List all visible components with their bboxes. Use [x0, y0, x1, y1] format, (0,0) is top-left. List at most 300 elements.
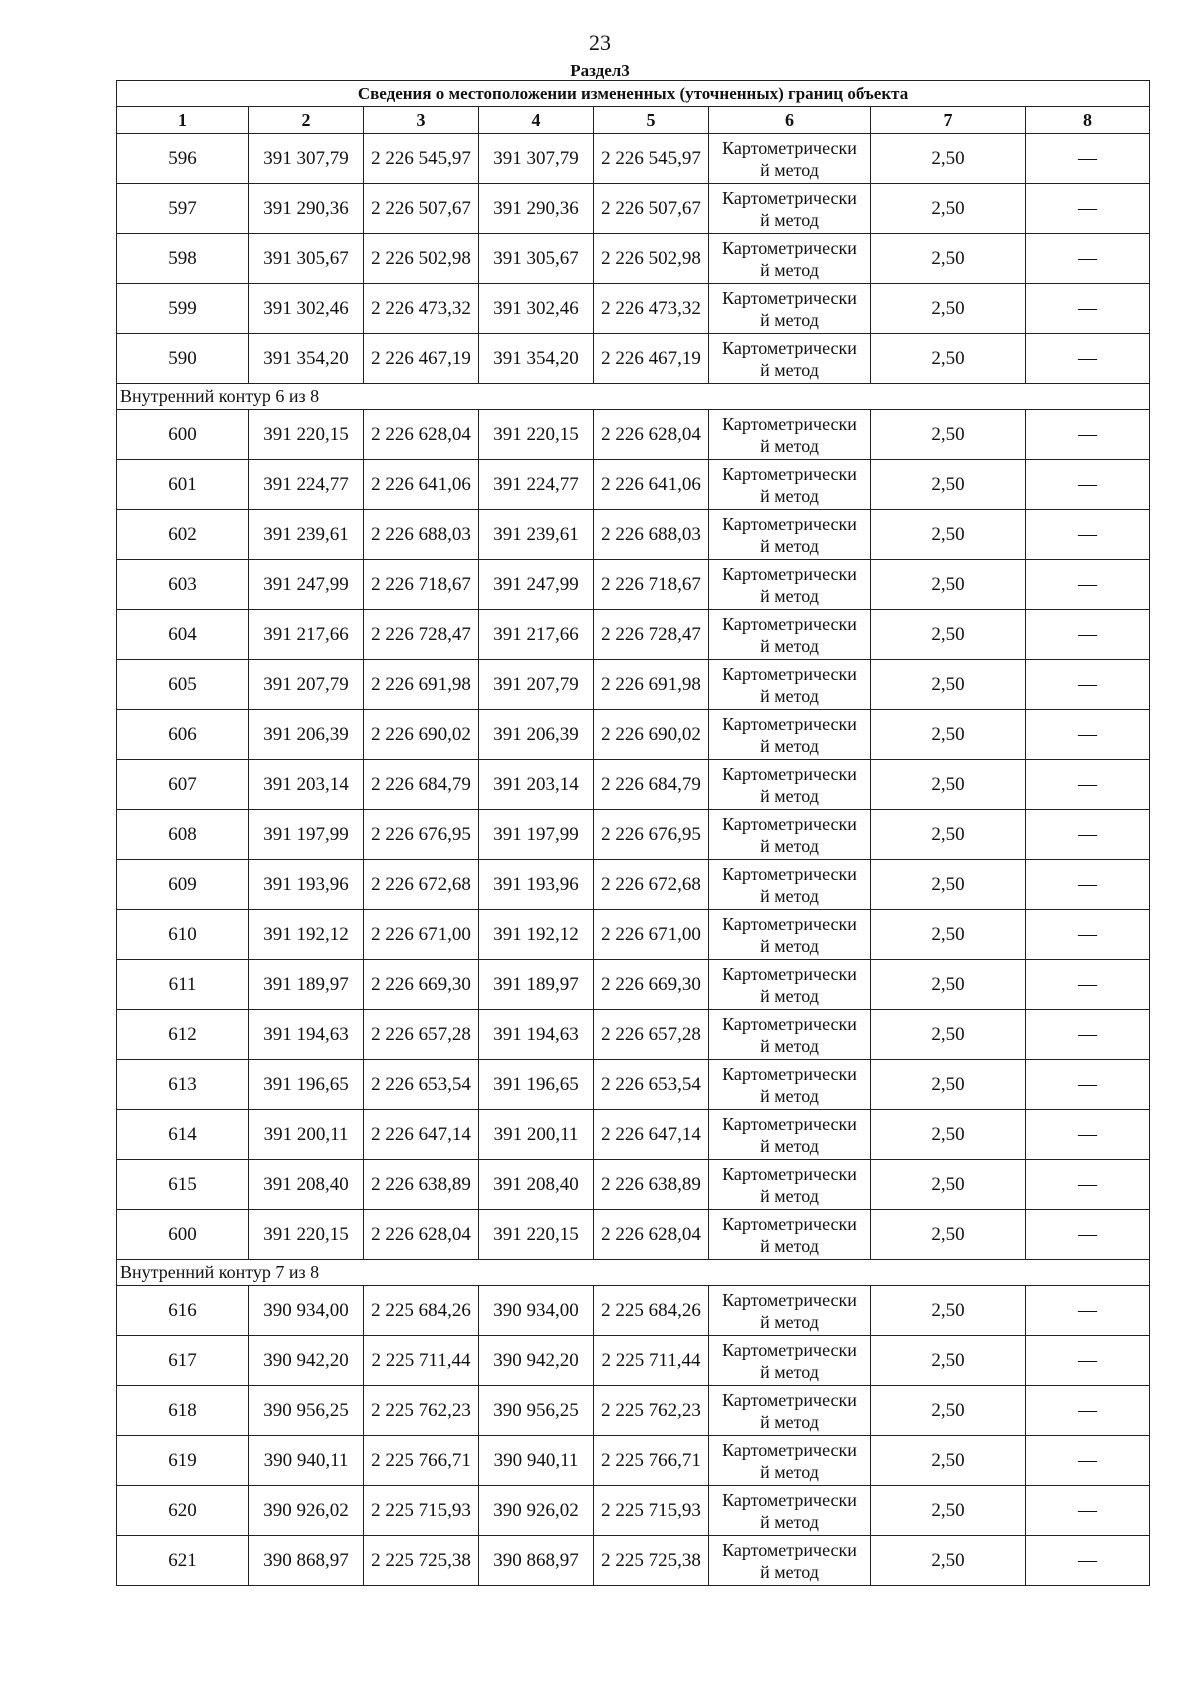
method-text-line1: Картометрически [722, 513, 857, 534]
description-cell: — [1026, 660, 1150, 710]
y-new-cell: 2 226 467,19 [594, 334, 709, 384]
table-row [117, 860, 1150, 910]
method-text-line1: Картометрически [722, 337, 857, 358]
method-text-line2: й метод [760, 1311, 819, 1332]
x-old-cell: 391 217,66 [249, 610, 364, 660]
y-old-cell: 2 226 672,68 [364, 860, 479, 910]
y-old-cell: 2 226 628,04 [364, 1210, 479, 1260]
description-cell: — [1026, 1386, 1150, 1436]
x-old-cell: 391 302,46 [249, 284, 364, 334]
method-text-line2: й метод [760, 1561, 819, 1582]
table-row [117, 510, 1150, 560]
method-text-line2: й метод [760, 359, 819, 380]
x-old-cell: 391 208,40 [249, 1160, 364, 1210]
x-new-cell: 391 197,99 [479, 810, 594, 860]
point-number-cell: 608 [117, 810, 249, 860]
contour-header-row [117, 1260, 1150, 1286]
method-text-line1: Картометрически [722, 413, 857, 434]
y-old-cell: 2 226 628,04 [364, 410, 479, 460]
y-old-cell: 2 226 545,97 [364, 134, 479, 184]
point-number-cell: 617 [117, 1336, 249, 1386]
point-number-cell: 600 [117, 410, 249, 460]
y-old-cell: 2 225 711,44 [364, 1336, 479, 1386]
point-number-cell: 604 [117, 610, 249, 660]
x-old-cell: 391 193,96 [249, 860, 364, 910]
point-number-cell: 607 [117, 760, 249, 810]
description-cell: — [1026, 1210, 1150, 1260]
method-cell [709, 1210, 871, 1260]
description-cell: — [1026, 284, 1150, 334]
method-cell [709, 710, 871, 760]
description-cell: — [1026, 1060, 1150, 1110]
accuracy-cell: 2,50 [871, 710, 1026, 760]
method-text-line2: й метод [760, 935, 819, 956]
method-text-line2: й метод [760, 885, 819, 906]
y-new-cell: 2 225 762,23 [594, 1386, 709, 1436]
point-number-cell: 599 [117, 284, 249, 334]
x-new-cell: 391 194,63 [479, 1010, 594, 1060]
x-old-cell: 391 220,15 [249, 1210, 364, 1260]
x-new-cell: 391 208,40 [479, 1160, 594, 1210]
x-old-cell: 391 290,36 [249, 184, 364, 234]
method-text-line1: Картометрически [722, 663, 857, 684]
boundary-coordinates-table [116, 80, 1150, 1586]
x-new-cell: 391 354,20 [479, 334, 594, 384]
description-cell: — [1026, 1536, 1150, 1586]
accuracy-cell: 2,50 [871, 1210, 1026, 1260]
y-old-cell: 2 225 684,26 [364, 1286, 479, 1336]
x-new-cell: 391 224,77 [479, 460, 594, 510]
method-text-line2: й метод [760, 1461, 819, 1482]
method-text-line1: Картометрически [722, 763, 857, 784]
method-text-line1: Картометрически [722, 187, 857, 208]
point-number-cell: 598 [117, 234, 249, 284]
method-text-line1: Картометрически [722, 563, 857, 584]
method-cell [709, 134, 871, 184]
method-text-line1: Картометрически [722, 1539, 857, 1560]
y-new-cell: 2 226 653,54 [594, 1060, 709, 1110]
x-new-cell: 391 247,99 [479, 560, 594, 610]
description-cell: — [1026, 1110, 1150, 1160]
x-old-cell: 391 196,65 [249, 1060, 364, 1110]
method-cell [709, 510, 871, 560]
x-old-cell: 390 934,00 [249, 1286, 364, 1336]
table-row [117, 284, 1150, 334]
method-text-line2: й метод [760, 1135, 819, 1156]
x-new-cell: 391 302,46 [479, 284, 594, 334]
y-old-cell: 2 226 653,54 [364, 1060, 479, 1110]
description-cell: — [1026, 1436, 1150, 1486]
y-old-cell: 2 226 507,67 [364, 184, 479, 234]
y-new-cell: 2 226 691,98 [594, 660, 709, 710]
table-row [117, 560, 1150, 610]
x-new-cell: 391 305,67 [479, 234, 594, 284]
x-new-cell: 390 940,11 [479, 1436, 594, 1486]
accuracy-cell: 2,50 [871, 1486, 1026, 1536]
table-caption-row [117, 81, 1150, 107]
table-row [117, 1386, 1150, 1436]
x-new-cell: 391 239,61 [479, 510, 594, 560]
x-old-cell: 391 307,79 [249, 134, 364, 184]
x-old-cell: 391 203,14 [249, 760, 364, 810]
description-cell: — [1026, 710, 1150, 760]
table-row [117, 1336, 1150, 1386]
method-cell [709, 660, 871, 710]
point-number-cell: 618 [117, 1386, 249, 1436]
y-new-cell: 2 226 628,04 [594, 410, 709, 460]
point-number-cell: 613 [117, 1060, 249, 1110]
y-old-cell: 2 226 657,28 [364, 1010, 479, 1060]
description-cell: — [1026, 1010, 1150, 1060]
method-text-line1: Картометрически [722, 1163, 857, 1184]
y-new-cell: 2 226 672,68 [594, 860, 709, 910]
x-new-cell: 390 942,20 [479, 1336, 594, 1386]
table-row [117, 1010, 1150, 1060]
point-number-cell: 614 [117, 1110, 249, 1160]
method-text-line2: й метод [760, 485, 819, 506]
point-number-cell: 619 [117, 1436, 249, 1486]
y-new-cell: 2 226 507,67 [594, 184, 709, 234]
description-cell: — [1026, 760, 1150, 810]
x-new-cell: 391 203,14 [479, 760, 594, 810]
y-old-cell: 2 226 691,98 [364, 660, 479, 710]
x-old-cell: 391 247,99 [249, 560, 364, 610]
x-old-cell: 391 220,15 [249, 410, 364, 460]
table-row [117, 1210, 1150, 1260]
method-text-line2: й метод [760, 1185, 819, 1206]
y-new-cell: 2 225 711,44 [594, 1336, 709, 1386]
table-row [117, 1436, 1150, 1486]
method-text-line1: Картометрически [722, 237, 857, 258]
method-text-line2: й метод [760, 585, 819, 606]
method-text-line1: Картометрически [722, 1489, 857, 1510]
y-old-cell: 2 225 715,93 [364, 1486, 479, 1536]
accuracy-cell: 2,50 [871, 134, 1026, 184]
method-text-line2: й метод [760, 785, 819, 806]
x-new-cell: 391 193,96 [479, 860, 594, 910]
x-new-cell: 391 220,15 [479, 410, 594, 460]
accuracy-cell: 2,50 [871, 760, 1026, 810]
x-old-cell: 390 956,25 [249, 1386, 364, 1436]
description-cell: — [1026, 134, 1150, 184]
accuracy-cell: 2,50 [871, 1436, 1026, 1486]
description-cell: — [1026, 234, 1150, 284]
method-cell [709, 234, 871, 284]
method-text-line2: й метод [760, 159, 819, 180]
x-new-cell: 391 290,36 [479, 184, 594, 234]
description-cell: — [1026, 860, 1150, 910]
x-old-cell: 390 942,20 [249, 1336, 364, 1386]
x-new-cell: 391 206,39 [479, 710, 594, 760]
accuracy-cell: 2,50 [871, 1536, 1026, 1586]
point-number-cell: 611 [117, 960, 249, 1010]
method-cell [709, 1436, 871, 1486]
accuracy-cell: 2,50 [871, 410, 1026, 460]
x-new-cell: 390 956,25 [479, 1386, 594, 1436]
description-cell: — [1026, 1486, 1150, 1536]
column-number-row [117, 107, 1150, 134]
y-old-cell: 2 226 688,03 [364, 510, 479, 560]
x-new-cell: 390 868,97 [479, 1536, 594, 1586]
method-cell [709, 1060, 871, 1110]
description-cell: — [1026, 1336, 1150, 1386]
y-old-cell: 2 226 638,89 [364, 1160, 479, 1210]
table-caption: Сведения о местоположении измененных (уточненных) границ объекта [117, 81, 1150, 107]
x-new-cell: 391 192,12 [479, 910, 594, 960]
method-text-line1: Картометрически [722, 863, 857, 884]
method-cell [709, 760, 871, 810]
point-number-cell: 596 [117, 134, 249, 184]
y-new-cell: 2 226 647,14 [594, 1110, 709, 1160]
x-old-cell: 391 192,12 [249, 910, 364, 960]
method-cell [709, 1160, 871, 1210]
method-text-line1: Картометрически [722, 287, 857, 308]
accuracy-cell: 2,50 [871, 334, 1026, 384]
method-cell [709, 1486, 871, 1536]
y-new-cell: 2 226 728,47 [594, 610, 709, 660]
method-text-line1: Картометрически [722, 1289, 857, 1310]
contour-label: Внутренний контур 6 из 8 [117, 384, 1150, 410]
method-text-line2: й метод [760, 1511, 819, 1532]
accuracy-cell: 2,50 [871, 1160, 1026, 1210]
accuracy-cell: 2,50 [871, 1336, 1026, 1386]
accuracy-cell: 2,50 [871, 1286, 1026, 1336]
page-number: 23 [589, 30, 611, 55]
description-cell: — [1026, 610, 1150, 660]
point-number-cell: 606 [117, 710, 249, 760]
x-new-cell: 391 217,66 [479, 610, 594, 660]
table-row [117, 1486, 1150, 1536]
method-text-line1: Картометрически [722, 1113, 857, 1134]
point-number-cell: 616 [117, 1286, 249, 1336]
point-number-cell: 600 [117, 1210, 249, 1260]
description-cell: — [1026, 910, 1150, 960]
y-old-cell: 2 226 676,95 [364, 810, 479, 860]
point-number-cell: 590 [117, 334, 249, 384]
section-title: Раздел3 [570, 61, 630, 80]
table-row [117, 1536, 1150, 1586]
method-cell [709, 860, 871, 910]
x-new-cell: 391 189,97 [479, 960, 594, 1010]
column-number: 1 [117, 107, 249, 134]
accuracy-cell: 2,50 [871, 810, 1026, 860]
x-new-cell: 391 196,65 [479, 1060, 594, 1110]
y-new-cell: 2 226 669,30 [594, 960, 709, 1010]
method-text-line1: Картометрически [722, 137, 857, 158]
y-new-cell: 2 226 641,06 [594, 460, 709, 510]
y-new-cell: 2 226 690,02 [594, 710, 709, 760]
method-cell [709, 560, 871, 610]
method-text-line1: Картометрически [722, 1063, 857, 1084]
method-text-line1: Картометрически [722, 1013, 857, 1034]
y-old-cell: 2 225 766,71 [364, 1436, 479, 1486]
x-old-cell: 391 354,20 [249, 334, 364, 384]
point-number-cell: 621 [117, 1536, 249, 1586]
description-cell: — [1026, 410, 1150, 460]
y-old-cell: 2 226 718,67 [364, 560, 479, 610]
point-number-cell: 609 [117, 860, 249, 910]
description-cell: — [1026, 460, 1150, 510]
method-text-line1: Картометрически [722, 613, 857, 634]
table-row [117, 1286, 1150, 1336]
method-cell [709, 1110, 871, 1160]
x-old-cell: 391 189,97 [249, 960, 364, 1010]
y-new-cell: 2 226 671,00 [594, 910, 709, 960]
accuracy-cell: 2,50 [871, 860, 1026, 910]
accuracy-cell: 2,50 [871, 1110, 1026, 1160]
table-row [117, 760, 1150, 810]
x-old-cell: 390 868,97 [249, 1536, 364, 1586]
y-new-cell: 2 226 684,79 [594, 760, 709, 810]
accuracy-cell: 2,50 [871, 610, 1026, 660]
method-text-line2: й метод [760, 985, 819, 1006]
x-old-cell: 391 200,11 [249, 1110, 364, 1160]
y-new-cell: 2 226 628,04 [594, 1210, 709, 1260]
method-text-line2: й метод [760, 535, 819, 556]
x-new-cell: 391 207,79 [479, 660, 594, 710]
y-new-cell: 2 226 718,67 [594, 560, 709, 610]
method-text-line1: Картометрически [722, 1213, 857, 1234]
y-old-cell: 2 226 647,14 [364, 1110, 479, 1160]
description-cell: — [1026, 184, 1150, 234]
method-cell [709, 810, 871, 860]
accuracy-cell: 2,50 [871, 234, 1026, 284]
method-text-line2: й метод [760, 309, 819, 330]
accuracy-cell: 2,50 [871, 460, 1026, 510]
table-row [117, 134, 1150, 184]
description-cell: — [1026, 960, 1150, 1010]
accuracy-cell: 2,50 [871, 184, 1026, 234]
description-cell: — [1026, 334, 1150, 384]
method-text-line2: й метод [760, 1035, 819, 1056]
method-text-line1: Картометрически [722, 1439, 857, 1460]
method-cell [709, 460, 871, 510]
point-number-cell: 610 [117, 910, 249, 960]
y-new-cell: 2 226 502,98 [594, 234, 709, 284]
column-number: 7 [871, 107, 1026, 134]
x-old-cell: 391 206,39 [249, 710, 364, 760]
y-old-cell: 2 226 669,30 [364, 960, 479, 1010]
y-old-cell: 2 226 502,98 [364, 234, 479, 284]
accuracy-cell: 2,50 [871, 560, 1026, 610]
column-number: 5 [594, 107, 709, 134]
table-body [117, 134, 1150, 1586]
contour-label: Внутренний контур 7 из 8 [117, 1260, 1150, 1286]
column-number: 8 [1026, 107, 1150, 134]
method-text-line2: й метод [760, 1235, 819, 1256]
method-text-line2: й метод [760, 435, 819, 456]
table-row [117, 234, 1150, 284]
method-cell [709, 334, 871, 384]
x-old-cell: 390 926,02 [249, 1486, 364, 1536]
point-number-cell: 601 [117, 460, 249, 510]
table-row [117, 810, 1150, 860]
point-number-cell: 597 [117, 184, 249, 234]
x-new-cell: 391 200,11 [479, 1110, 594, 1160]
table-row [117, 184, 1150, 234]
accuracy-cell: 2,50 [871, 960, 1026, 1010]
table-row [117, 910, 1150, 960]
method-cell [709, 960, 871, 1010]
y-new-cell: 2 226 638,89 [594, 1160, 709, 1210]
x-new-cell: 390 926,02 [479, 1486, 594, 1536]
y-old-cell: 2 226 473,32 [364, 284, 479, 334]
method-cell [709, 610, 871, 660]
method-text-line1: Картометрически [722, 713, 857, 734]
accuracy-cell: 2,50 [871, 510, 1026, 560]
method-text-line2: й метод [760, 635, 819, 656]
y-new-cell: 2 226 688,03 [594, 510, 709, 560]
accuracy-cell: 2,50 [871, 1060, 1026, 1110]
method-text-line1: Картометрически [722, 1389, 857, 1410]
x-old-cell: 390 940,11 [249, 1436, 364, 1486]
accuracy-cell: 2,50 [871, 660, 1026, 710]
method-text-line2: й метод [760, 835, 819, 856]
column-number: 3 [364, 107, 479, 134]
description-cell: — [1026, 510, 1150, 560]
x-new-cell: 390 934,00 [479, 1286, 594, 1336]
method-cell [709, 1536, 871, 1586]
y-new-cell: 2 226 676,95 [594, 810, 709, 860]
x-old-cell: 391 239,61 [249, 510, 364, 560]
table-row [117, 334, 1150, 384]
point-number-cell: 620 [117, 1486, 249, 1536]
y-old-cell: 2 226 690,02 [364, 710, 479, 760]
point-number-cell: 603 [117, 560, 249, 610]
table-row [117, 710, 1150, 760]
description-cell: — [1026, 560, 1150, 610]
y-old-cell: 2 225 762,23 [364, 1386, 479, 1436]
y-new-cell: 2 226 545,97 [594, 134, 709, 184]
method-cell [709, 1386, 871, 1436]
table-row [117, 610, 1150, 660]
table-row [117, 960, 1150, 1010]
point-number-cell: 612 [117, 1010, 249, 1060]
accuracy-cell: 2,50 [871, 1386, 1026, 1436]
method-cell [709, 910, 871, 960]
method-cell [709, 1336, 871, 1386]
point-number-cell: 605 [117, 660, 249, 710]
method-text-line2: й метод [760, 1361, 819, 1382]
method-cell [709, 1010, 871, 1060]
accuracy-cell: 2,50 [871, 910, 1026, 960]
description-cell: — [1026, 1160, 1150, 1210]
method-text-line1: Картометрически [722, 913, 857, 934]
method-text-line1: Картометрически [722, 463, 857, 484]
y-new-cell: 2 225 715,93 [594, 1486, 709, 1536]
point-number-cell: 602 [117, 510, 249, 560]
column-number: 4 [479, 107, 594, 134]
y-new-cell: 2 226 473,32 [594, 284, 709, 334]
method-text-line2: й метод [760, 735, 819, 756]
method-cell [709, 410, 871, 460]
x-new-cell: 391 307,79 [479, 134, 594, 184]
table-row [117, 1110, 1150, 1160]
table-row [117, 460, 1150, 510]
table-row [117, 660, 1150, 710]
x-old-cell: 391 305,67 [249, 234, 364, 284]
x-new-cell: 391 220,15 [479, 1210, 594, 1260]
column-number: 2 [249, 107, 364, 134]
method-cell [709, 1286, 871, 1336]
x-old-cell: 391 194,63 [249, 1010, 364, 1060]
y-old-cell: 2 226 641,06 [364, 460, 479, 510]
accuracy-cell: 2,50 [871, 284, 1026, 334]
column-number: 6 [709, 107, 871, 134]
method-text-line1: Картометрически [722, 1339, 857, 1360]
y-old-cell: 2 226 728,47 [364, 610, 479, 660]
method-text-line1: Картометрически [722, 813, 857, 834]
